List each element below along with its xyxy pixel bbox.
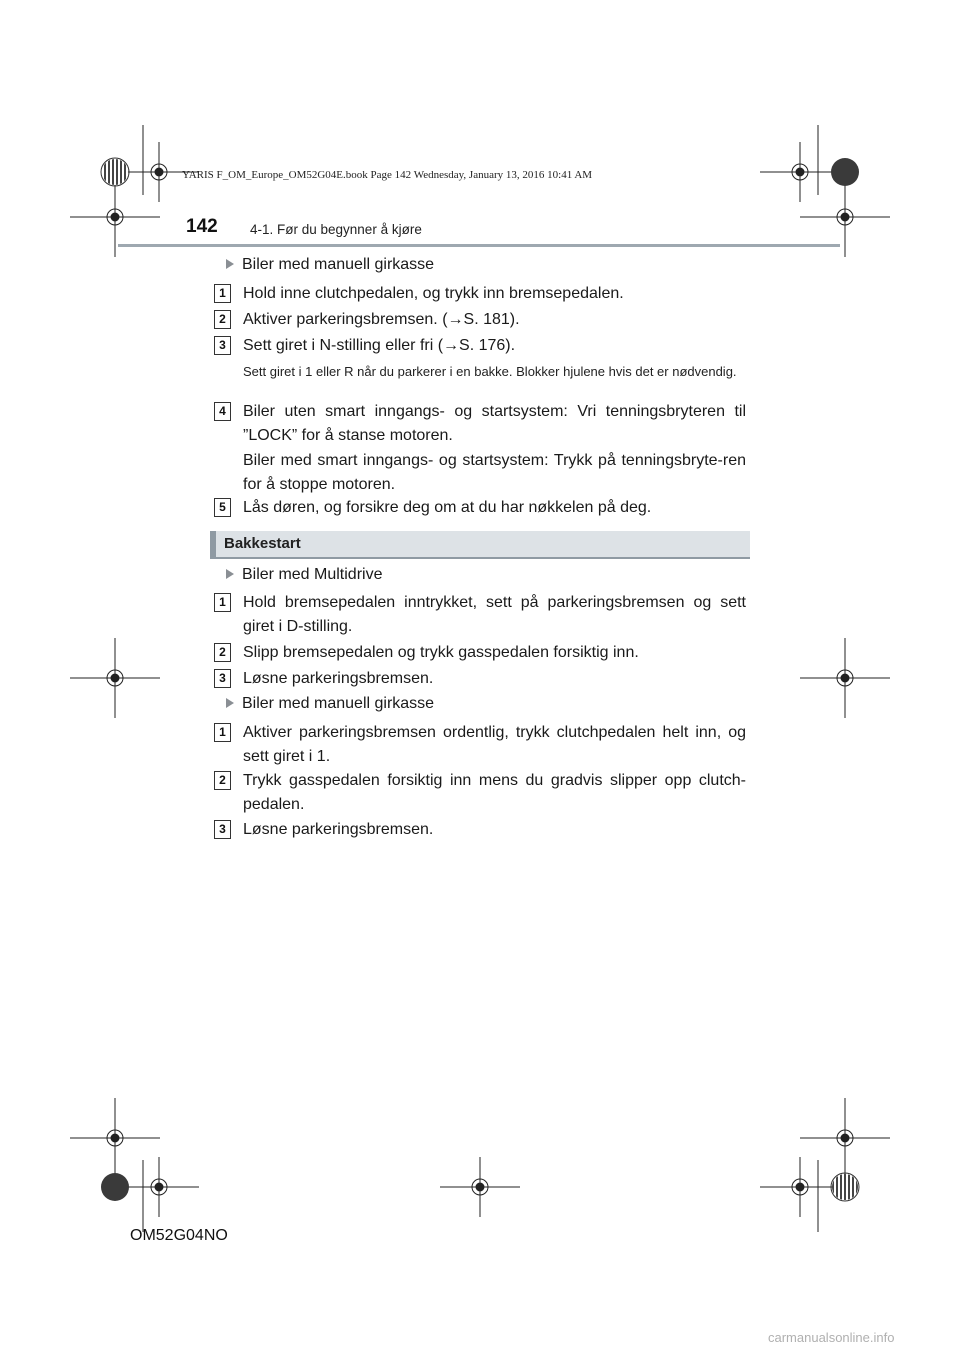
triangle-bullet-icon xyxy=(226,259,234,269)
note-text: Sett giret i 1 eller R når du parkerer i en bakke. Blokker hjulene hvis det er nødvendig. xyxy=(243,364,737,379)
step-text: Hold bremsepedalen inntrykket, sett på parkeringsbremsen og sett giret i D-stilling. xyxy=(243,594,746,635)
step-text: Lås døren, og forsikre deg om at du har nøkkelen på deg. xyxy=(243,499,652,516)
step xyxy=(214,334,746,358)
step-text: Aktiver parkeringsbremsen. (→S. 181). xyxy=(243,311,520,328)
subheading-multidrive: Biler med Multidrive xyxy=(214,566,382,584)
step-text: Sett giret i N-stilling eller fri (→S. 176). xyxy=(243,337,516,354)
step-number: 1 xyxy=(214,723,231,742)
step-number: 3 xyxy=(214,336,231,355)
footer-code: OM52G04NO xyxy=(130,1227,228,1244)
watermark: carmanualsonline.info xyxy=(768,1330,895,1345)
section-bar-title: Bakkestart xyxy=(224,535,301,552)
step xyxy=(214,496,746,520)
section-title: 4-1. Før du begynner å kjøre xyxy=(250,222,422,237)
step-text: Aktiver parkeringsbremsen ordentlig, trykk clutchpedalen helt inn, og sett giret i 1. xyxy=(243,724,746,765)
triangle-bullet-icon xyxy=(226,569,234,579)
triangle-bullet-icon xyxy=(226,698,234,708)
section-bar-accent xyxy=(210,531,216,559)
step-number: 3 xyxy=(214,669,231,688)
step-continuation: Biler med smart inngangs- og startsystem: Trykk på tenningsbryte-ren for å stoppe motoren. xyxy=(243,452,746,493)
step xyxy=(214,308,746,332)
step-number: 1 xyxy=(214,593,231,612)
step-text: Slipp bremsepedalen og trykk gasspedalen forsiktig inn. xyxy=(243,644,639,661)
step xyxy=(214,282,746,306)
subheading-manual-2: Biler med manuell girkasse xyxy=(214,695,434,713)
step-text: Løsne parkeringsbremsen. xyxy=(243,821,434,838)
step-number: 5 xyxy=(214,498,231,517)
step-number: 2 xyxy=(214,771,231,790)
step xyxy=(214,818,746,842)
header-rule xyxy=(118,244,840,247)
step xyxy=(214,591,746,639)
subheading-manual-1: Biler med manuell girkasse xyxy=(214,256,434,274)
step xyxy=(214,641,746,665)
step xyxy=(214,667,746,691)
step xyxy=(214,769,746,817)
step-number: 4 xyxy=(214,402,231,421)
step xyxy=(214,721,746,769)
step-number: 2 xyxy=(214,643,231,662)
step xyxy=(214,400,746,448)
book-info: YARIS F_OM_Europe_OM52G04E.book Page 142 Wednesday, January 13, 2016 10:41 AM xyxy=(182,169,593,181)
step-number: 3 xyxy=(214,820,231,839)
step-text: Løsne parkeringsbremsen. xyxy=(243,670,434,687)
step-text: Hold inne clutchpedalen, og trykk inn bremsepedalen. xyxy=(243,285,624,302)
page-number: 142 xyxy=(186,216,218,237)
section-bar xyxy=(210,531,750,559)
step-text: Trykk gasspedalen forsiktig inn mens du gradvis slipper opp clutch-pedalen. xyxy=(243,772,746,813)
step-number: 2 xyxy=(214,310,231,329)
step-text: Biler uten smart inngangs- og startsystem: Vri tenningsbryteren til ”LOCK” for å stanse motoren. xyxy=(243,403,746,444)
step-number: 1 xyxy=(214,284,231,303)
